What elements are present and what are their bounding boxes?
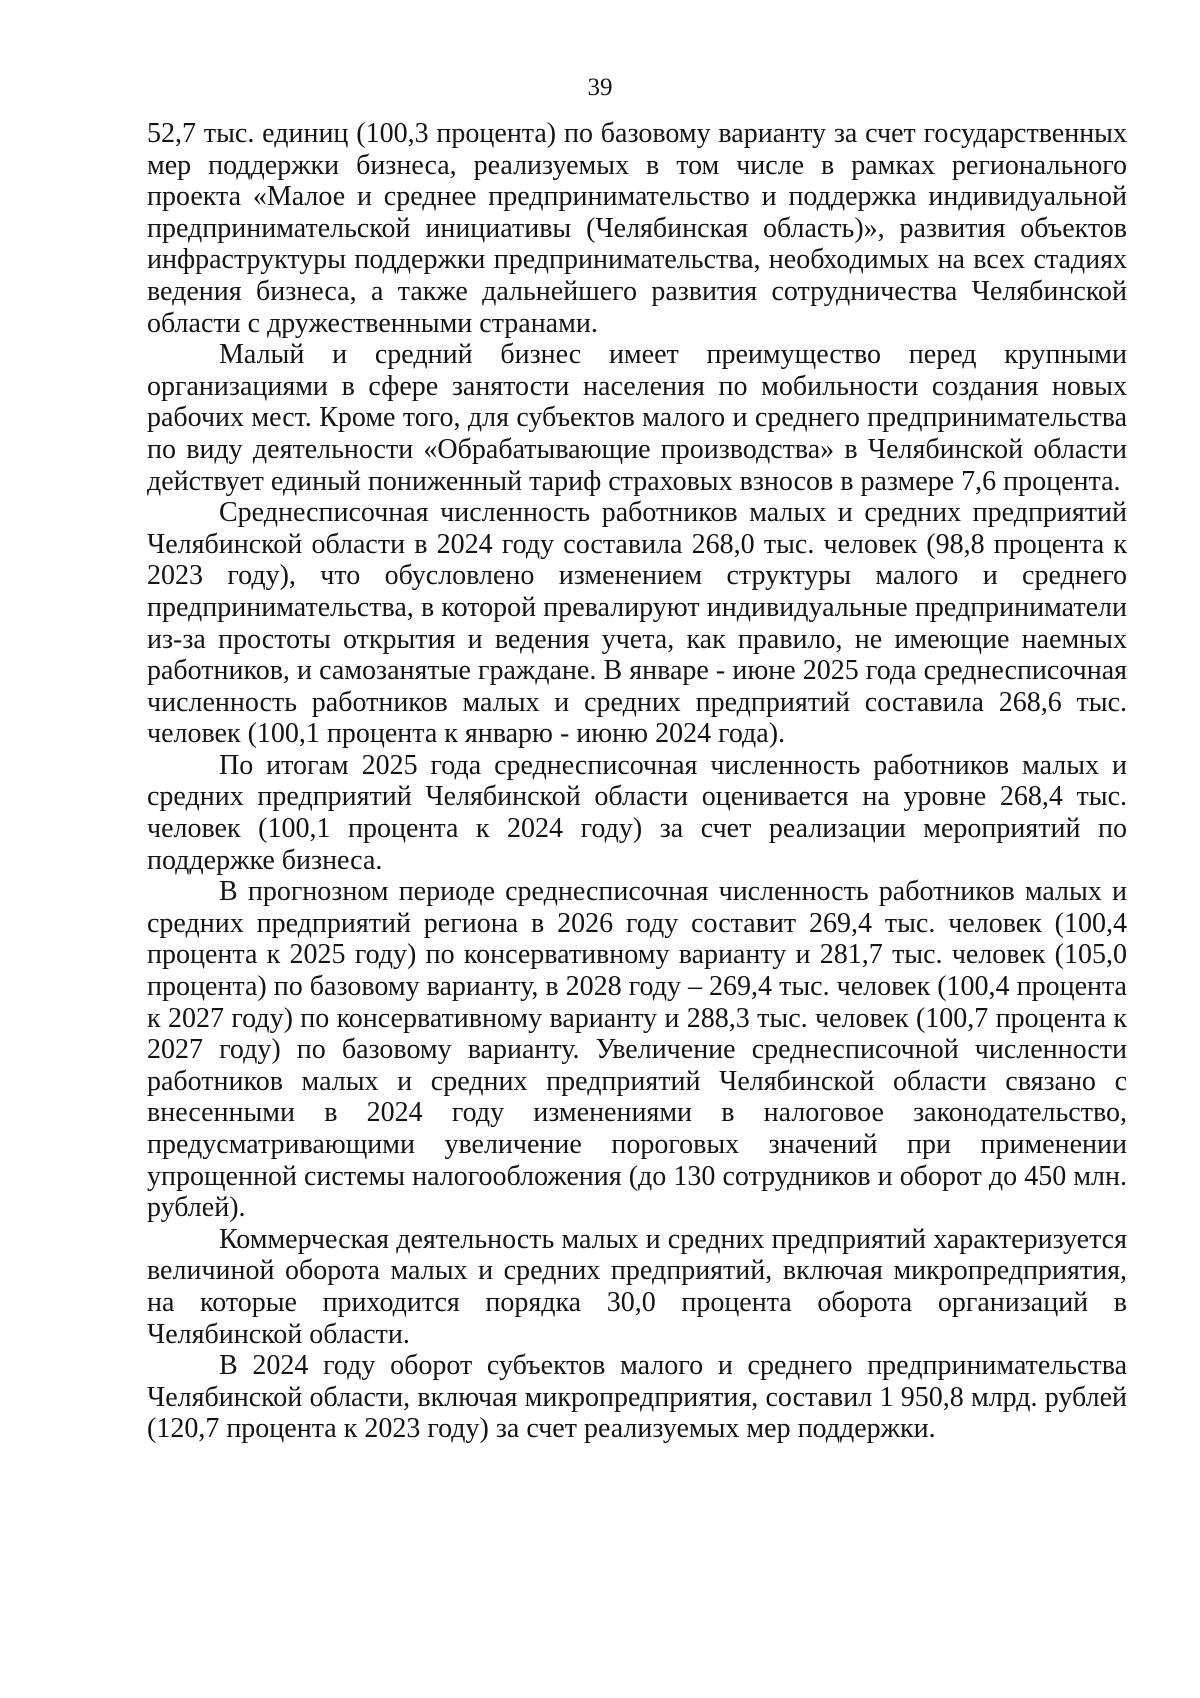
paragraph-forecast-period: В прогнозном периоде среднесписочная численность работников малых и средних предприятий региона в 2026 году составит 269,4 тыс. человек (100,4 процента к 2025 году) по консервативному варианту и 281,7 тыс. человек (105,0 процента) по базовому варианту, в 2028 году – 269,4 тыс. человек (100,4 процента к 2027 году) по консервативному варианту и 288,3 тыс. человек (100,7 процента к 2027 году) по базовому варианту. Увеличение среднесписочной численности работников малых и средних предприятий Челябинской области связано с внесенными в 2024 году изменениями в налоговое законодательство, предусматривающими увеличение пороговых значений при применении упрощенной системы налогообложения (до 130 сотрудников и оборот до 450 млн. рублей). [147,876,1127,1224]
paragraph-turnover-2024: В 2024 году оборот субъектов малого и среднего предпринимательства Челябинской области, включая микропредприятия, составил 1 950,8 млрд. рублей (120,7 процента к 2023 году) за счет реализуемых мер поддержки. [147,1350,1127,1445]
paragraph-employment-2024: Среднесписочная численность работников малых и средних предприятий Челябинской области в 2024 году составила 268,0 тыс. человек (98,8 процента к 2023 году), что обусловлено изменением структуры малого и среднего предпринимательства, в которой превалируют индивидуальные предприниматели из-за простоты открытия и ведения учета, как правило, не имеющие наемных работников, и самозанятые граждане. В январе - июне 2025 года среднесписочная численность работников малых и средних предприятий составила 268,6 тыс. человек (100,1 процента к январю - июню 2024 года). [147,497,1127,750]
document-body [147,118,1127,1445]
paragraph-estimate-2025: По итогам 2025 года среднесписочная численность работников малых и средних предприятий Челябинской области оценивается на уровне 268,4 тыс. человек (100,1 процента к 2024 году) за счет реализации мероприятий по поддержке бизнеса. [147,749,1127,876]
paragraph-commercial-activity: Коммерческая деятельность малых и средних предприятий характеризуется величиной оборота малых и средних предприятий, включая микропредприятия, на которые приходится порядка 30,0 процента оборота организаций в Челябинской области. [147,1223,1127,1350]
paragraph-business-advantage: Малый и средний бизнес имеет преимущество перед крупными организациями в сфере занятости населения по мобильности создания новых рабочих мест. Кроме того, для субъектов малого и среднего предпринимательства по виду деятельности «Обрабатывающие производства» в Челябинской области действует единый пониженный тариф страховых взносов в размере 7,6 процента. [147,339,1127,497]
page-number: 39 [587,74,613,101]
paragraph-continuation: 52,7 тыс. единиц (100,3 процента) по базовому варианту за счет государственных мер поддержки бизнеса, реализуемых в том числе в рамках регионального проекта «Малое и среднее предпринимательство и поддержка индивидуальной предпринимательской инициативы (Челябинская область)», развития объектов инфраструктуры поддержки предпринимательства, необходимых на всех стадиях ведения бизнеса, а также дальнейшего развития сотрудничества Челябинской области с дружественными странами. [147,118,1127,339]
